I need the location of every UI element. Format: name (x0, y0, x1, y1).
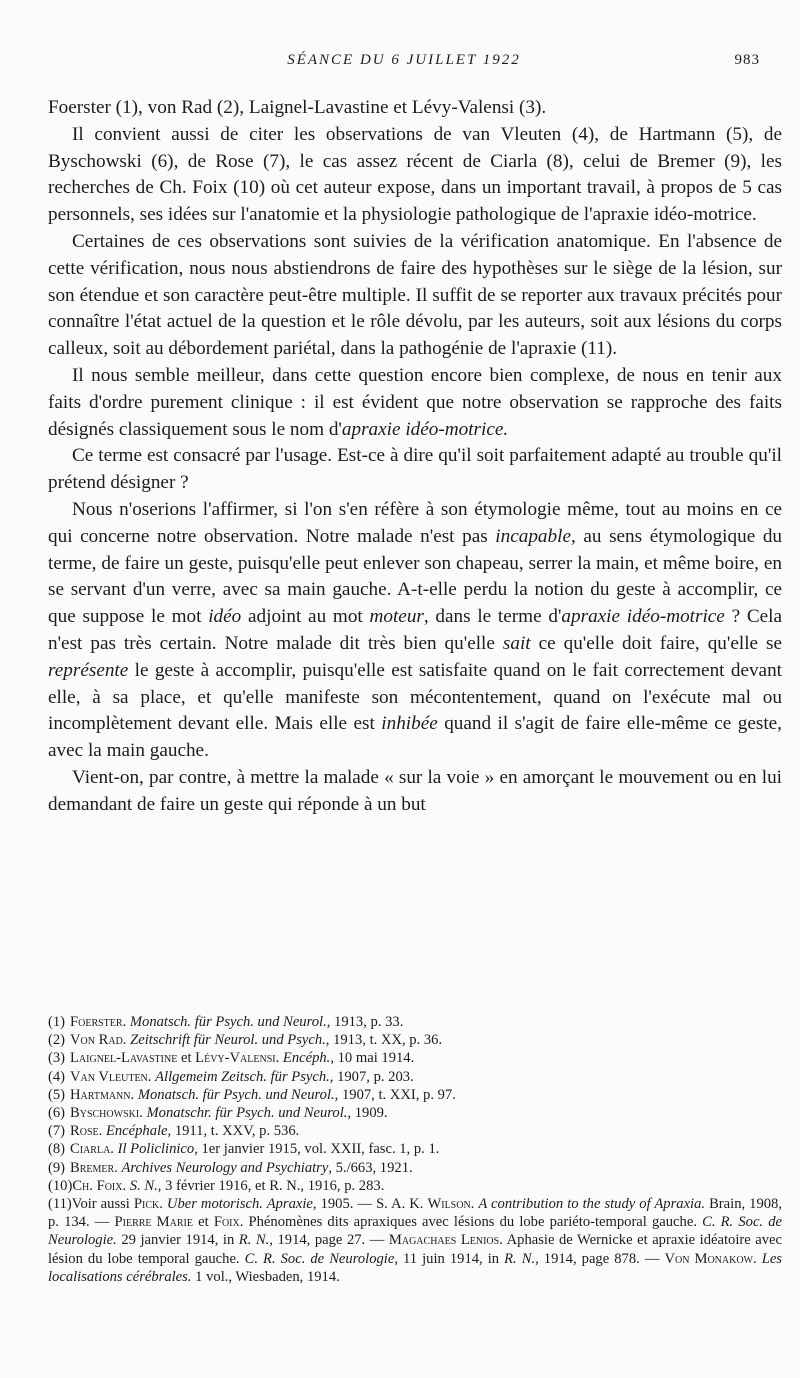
paragraph-2: Il convient aussi de citer les observations de van Vleuten (4), de Hartmann (5), de Byschowski (6), de Rose (7), le cas assez récent de Ciarla (8), celui de Bremer (9), les recherches de Ch. Foix (10) où cet auteur expose, dans un important travail, à propos de 5 cas personnels, ses idées sur l'anatomie et la physiologie pathologique de l'apraxie idéo-motrice. (48, 123, 782, 226)
footnote-1: (1) Foerster. Monatsch. für Psych. und Neurol., 1913, p. 33. (48, 1014, 404, 1030)
page-number: 983 (734, 52, 760, 68)
footnote-10: (10)Ch. Foix. S. N., 3 février 1916, et R. N., 1916, p. 283. (48, 1177, 385, 1194)
emphasis: apraxie idéo-motrice (561, 606, 725, 628)
paragraph-3: Certaines de ces observations sont suivies de la vérification anatomique. En l'absence de cette vérification, nous nous abstiendrons de faire des hypothèses sur le siège de la lésion, sur son étendue et son caractère peut-être multiple. Il suffit de se reporter aux travaux précités pour connaître l'état actuel de la question et le rôle dévolu, par les auteurs, soit aux lésions du corps calleux, soit au débordement pariétal, dans la pathogénie de l'apraxie (11). (48, 230, 782, 360)
footnote-7: (7) Rose. Encéphale, 1911, t. XXV, p. 536. (48, 1123, 300, 1140)
footnote-2: (2) Von Rad. Zeitschrift für Neurol. und Psych., 1913, t. XX, p. 36. (48, 1032, 443, 1049)
paragraph-4: Il nous semble meilleur, dans cette question encore bien complexe, de nous en tenir aux faits d'ordre purement clinique : il est évident que notre observation se rapproche des faits désignés classiquement sous le nom d'apraxie idéo-motrice. (48, 364, 782, 440)
emphasis: représente (48, 659, 129, 681)
emphasis: incapable (495, 525, 571, 547)
footnote-6: (6) Byschowski. Monatschr. für Psych. und Neurol., 1909. (48, 1105, 388, 1122)
footnote-8: (8) Ciarla. Il Policlinico, 1er janvier 1915, vol. XXII, fasc. 1, p. 1. (48, 1141, 440, 1158)
running-header (48, 52, 760, 76)
emphasis: inhibée (381, 713, 438, 735)
paragraph-5: Ce terme est consacré par l'usage. Est-ce à dire qu'il soit parfaitement adapté au trouble qu'il prétend désigner ? (48, 445, 782, 494)
paragraph-7: Vient-on, par contre, à mettre la malade « sur la voie » en amorçant le mouvement ou en lui demandant de faire un geste qui réponde à un but (48, 766, 782, 815)
footnote-9: (9) Bremer. Archives Neurology and Psychiatry, 5./663, 1921. (48, 1159, 413, 1176)
emphasis: idéo (208, 606, 242, 628)
footnote-4: (4) Van Vleuten. Allgemeim Zeitsch. für Psych., 1907, p. 203. (48, 1068, 414, 1085)
paragraph-6: Nous n'oserions l'affirmer, si l'on s'en réfère à son étymologie même, tout au moins en ce qui concerne notre observation. Notre malade n'est pas incapable, au sens étymologique du terme, de faire un geste, puisqu'elle peut enlever son chapeau, serrer la main, et même boire, en se servant d'un verre, avec sa main gauche. A-t-elle perdu la notion du geste à accomplir, ce que suppose le mot idéo adjoint au mot moteur, dans le terme d'apraxie idéo-motrice ? Cela n'est pas très certain. Notre malade dit très bien qu'elle sait ce qu'elle doit faire, qu'elle se représente le geste à accomplir, puisqu'elle est satisfaite quand on le fait correctement devant elle, à sa place, et qu'elle manifeste son mécontentement, quand on l'exécute mal ou incomplètement devant elle. Mais elle est inhibée quand il s'agit de faire elle-même ce geste, avec la main gauche. (48, 498, 783, 762)
footnote-5: (5) Hartmann. Monatsch. für Psych. und Neurol., 1907, t. XXI, p. 97. (48, 1086, 456, 1103)
emphasis: sait (502, 632, 531, 654)
running-title: SÉANCE DU 6 JUILLET 1922 (287, 52, 521, 68)
footnotes (48, 1013, 782, 1286)
footnote-3: (3) Laignel-Lavastine et Lévy-Valensi. Encéph., 10 mai 1914. (48, 1050, 415, 1067)
paragraph-1: Foerster (1), von Rad (2), Laignel-Lavastine et Lévy-Valensi (3). (48, 97, 547, 118)
emphasis: apraxie idéo-motrice. (341, 418, 509, 440)
emphasis: moteur (369, 606, 424, 628)
footnote-11: (11)Voir aussi Pick. Uber motorisch. Apraxie, 1905. — S. A. K. Wilson. A contribution to the study of Apraxia. Brain, 1908, p. 134. — Pierre Marie et Foix. Phénomènes dits apraxiques avec lésions du lobe pariéto-temporal gauche. C. R. Soc. de Neurologie. 29 janvier 1914, in R. N., 1914, page 27. — Magachaes Lenios. Aphasie de Wernicke et apraxie idéatoire avec lésion du lobe temporal gauche. C. R. Soc. de Neurologie, 11 juin 1914, in R. N., 1914, page 878. — Von Monakow. Les localisations cérébrales. 1 vol., Wiesbaden, 1914. (48, 1196, 782, 1285)
main-text (48, 95, 782, 819)
